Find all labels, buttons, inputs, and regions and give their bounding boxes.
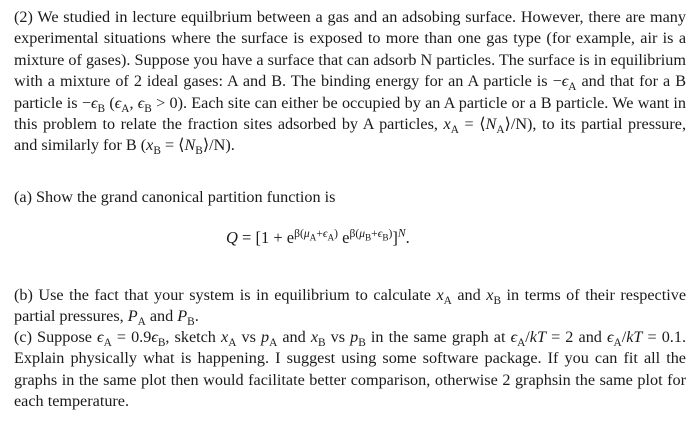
part-b: [14, 285, 686, 328]
intro-line-8: ($x_B$ = $⟨N_B⟩/N$).: [140, 136, 235, 158]
part-c-line-1: (c) Suppose $\epsilon_A = 0.9\epsilon_B$, sketch $x_A$ vs $p_A$ and $x_B$ vs $p_B$ in the same graph at $\epsilon_A/kT = 2$: [14, 328, 574, 350]
intro-line-6: be occupied by an A particle or a B particle. We want in this problem to relate the fraction: [14, 93, 687, 134]
part-c-line-2: and $\epsilon_A/kT = 0.1$. Explain physically what is happening. I suggest using some software: [14, 328, 686, 368]
part-a-text: (a) Show the grand canonical partition function is: [14, 188, 336, 206]
part-c-line-3: package. If you can fit all the graphs in the same plot then would facilitate better comparison,: [14, 349, 686, 389]
intro-line-1: (2) We studied in lecture equilbrium between a gas and an adsobing surface. However, there: [14, 8, 621, 26]
intro-line-7: sites adsorbed by A particles, $x_A$ = $⟨N_A⟩/N$), to its partial pressure, and similarly for B: [14, 115, 687, 155]
problem-intro: [14, 7, 686, 157]
intro-line-2: are many experimental situations where the surface is exposed to more than one gas type (for: [14, 8, 686, 48]
part-b-line-1: (b) Use the fact that your system is in equilibrium to calculate $x_A$ and $x_B$ in terms of their: [14, 286, 615, 308]
part-b-line-2: respective partial pressures, $P_A$ and $P_B$.: [14, 286, 687, 329]
intro-line-3: example, air is a mixture of gases). Suppose you have a surface that can adsorb N particles.: [14, 29, 687, 69]
part-c-line-4: otherwise 2 graphsin the same plot for each temperature.: [14, 370, 687, 411]
intro-line-5: for an A particle is $-\epsilon_A$ and that for a B particle is $-\epsilon_B$ ($\epsilon_A$, $\epsilon_B > 0$). Each site can either: [14, 72, 686, 115]
part-c: [14, 327, 686, 413]
intro-line-4: The surface is in equilibrium with a mixture of 2 ideal gases: A and B. The binding energy: [14, 50, 686, 91]
partition-function-formula: $Q = [1 + e^{\beta(\mu_A+\epsilon_A)}$ $e^{\beta(\mu_B+\epsilon_B)}]^N$.: [226, 227, 410, 247]
